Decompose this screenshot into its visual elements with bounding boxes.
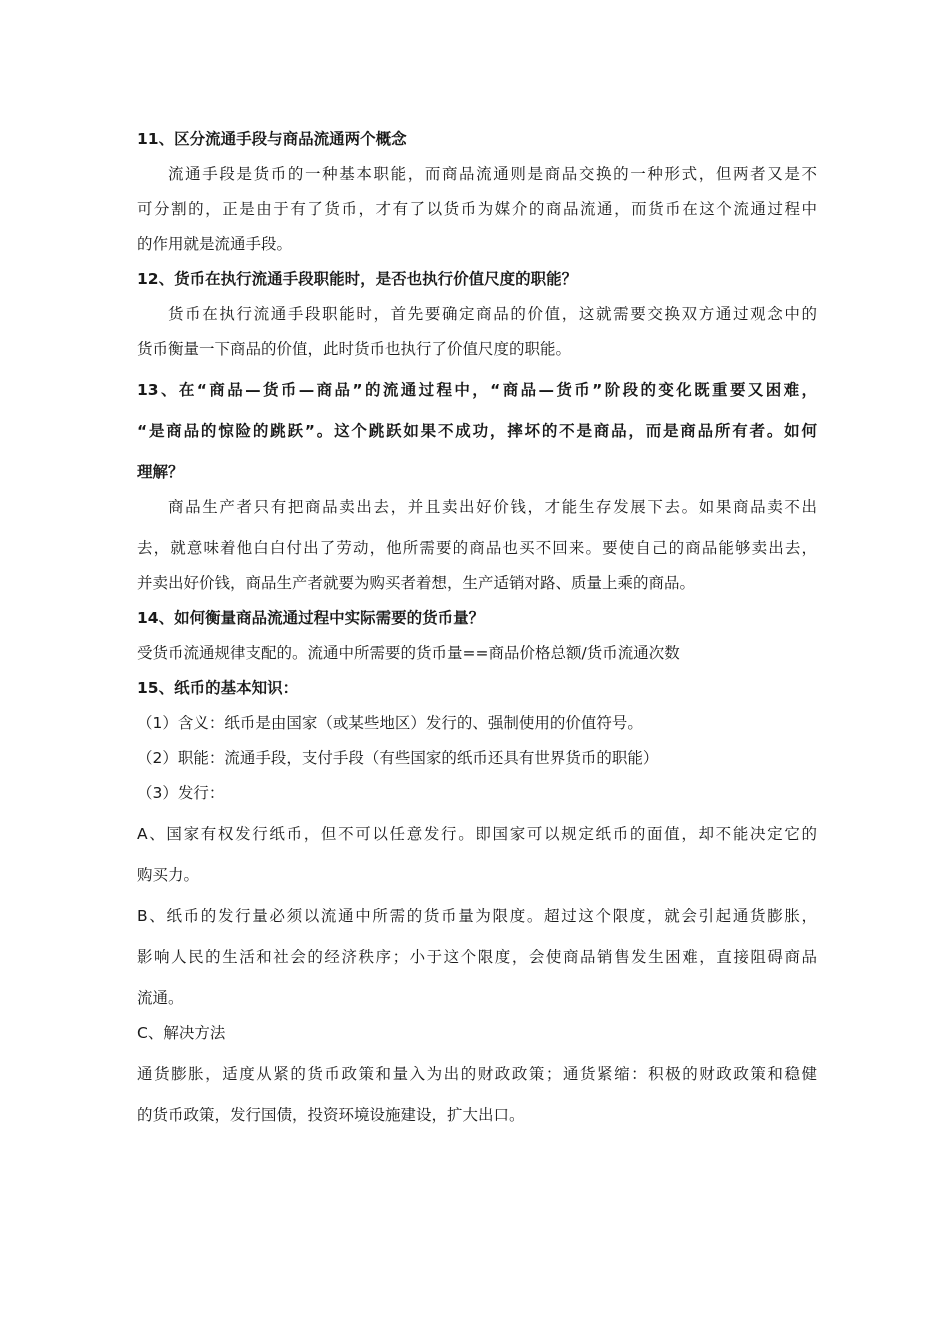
heading-14: 14、如何衡量商品流通过程中实际需要的货币量？: [137, 609, 485, 627]
paragraph-line: 去，就意味着他白白付出了劳动，他所需要的商品也买不回来。要使自己的商品能够卖出去，: [137, 539, 817, 557]
list-item: （2）职能：流通手段，支付手段（有些国家的纸币还具有世界货币的职能）: [137, 749, 659, 767]
paragraph-line: 可分割的，正是由于有了货币，才有了以货币为媒介的商品流通，而货币在这个流通过程中: [137, 200, 817, 218]
paragraph-line: 的作用就是流通手段。: [137, 235, 293, 253]
paragraph-line: 通货膨胀，适度从紧的货币政策和量入为出的财政政策；通货紧缩：积极的财政政策和稳健: [137, 1065, 817, 1083]
paragraph-line: 的货币政策，发行国债，投资环境设施建设，扩大出口。: [137, 1106, 525, 1124]
paragraph-line: 货币衡量一下商品的价值，此时货币也执行了价值尺度的职能。: [137, 340, 572, 358]
list-item: （3）发行：: [137, 784, 225, 802]
paragraph-line: 流通。: [137, 989, 184, 1007]
paragraph-line: 受货币流通规律支配的。流通中所需要的货币量==商品价格总额/货币流通次数: [137, 644, 680, 662]
paragraph-line: 并卖出好价钱，商品生产者就要为购买者着想，生产适销对路、质量上乘的商品。: [137, 574, 696, 592]
heading-15: 15、纸币的基本知识：: [137, 679, 299, 697]
heading-11: 11、区分流通手段与商品流通两个概念: [137, 130, 407, 148]
paragraph-line: A、国家有权发行纸币，但不可以任意发行。即国家可以规定纸币的面值，却不能决定它的: [137, 825, 817, 843]
heading-13-cont: “是商品的惊险的跳跃”。这个跳跃如果不成功，摔坏的不是商品，而是商品所有者。如何: [137, 422, 817, 440]
paragraph-line: 货币在执行流通手段职能时，首先要确定商品的价值，这就需要交换双方通过观念中的: [168, 305, 817, 323]
heading-12: 12、货币在执行流通手段职能时，是否也执行价值尺度的职能？: [137, 270, 578, 288]
paragraph-line: 购买力。: [137, 866, 200, 884]
paragraph-line: 影响人民的生活和社会的经济秩序；小于这个限度，会使商品销售发生困难，直接阻碍商品: [137, 948, 817, 966]
paragraph-line: C、解决方法: [137, 1024, 226, 1042]
paragraph-line: B、纸币的发行量必须以流通中所需的货币量为限度。超过这个限度，就会引起通货膨胀，: [137, 907, 817, 925]
paragraph-line: 流通手段是货币的一种基本职能，而商品流通则是商品交换的一种形式，但两者又是不: [168, 165, 817, 183]
heading-13-end: 理解？: [137, 463, 184, 481]
document-page: [137, 122, 817, 1133]
heading-13: 13、在“商品—货币—商品”的流通过程中，“商品—货币”阶段的变化既重要又困难，: [137, 381, 817, 399]
list-item: （1）含义：纸币是由国家（或某些地区）发行的、强制使用的价值符号。: [137, 714, 643, 732]
paragraph-line: 商品生产者只有把商品卖出去，并且卖出好价钱，才能生存发展下去。如果商品卖不出: [168, 498, 817, 516]
